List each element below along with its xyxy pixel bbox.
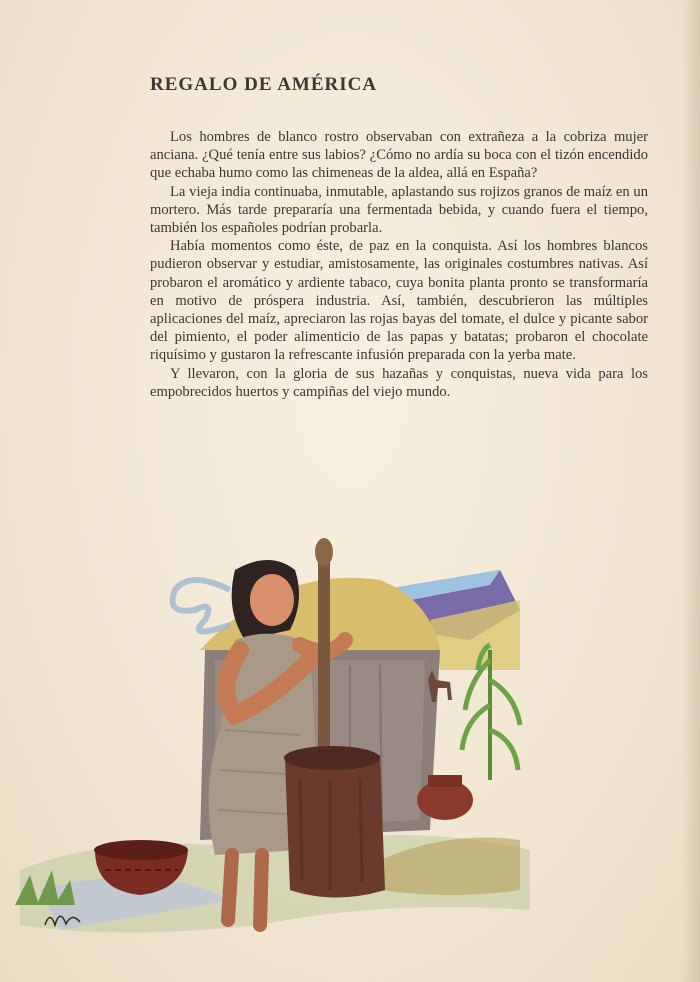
paragraph-4: Y llevaron, con la gloria de sus hazañas y conquistas, nueva vida para los empobrecidos huertos y campiñas del viejo mundo. [150,365,648,400]
paragraph-1: Los hombres de blanco rostro observaban con extrañeza a la cobriza mujer anciana. ¿Qué tenía entre sus labios? ¿Cómo no ardía su boca con el tizón encendido que echaba humo como las chimeneas de la aldea, allá en España? [150,129,648,182]
chapter-title: REGALO DE AMÉRICA [150,74,378,95]
paragraph-2: La vieja india continuaba, inmutable, aplastando sus rojizos granos de maíz en un mortero. Más tarde prepararía una fermentada bebida, y cuando fuera el tiempo, también los españoles podrían probarla. [150,183,648,237]
body-text [150,128,648,401]
illustration-woman-grinding-maize [0,530,560,950]
paragraph-3: Había momentos como éste, de paz en la conquista. Así los hombres blancos pudieron observar y estudiar, amistosamente, las originales costumbres nativas. Así probaron el aromático y ardiente tabaco, cuya bonita planta pronto se transformaría en motivo de próspera industria. Así, también, descubrieron las múltiples aplicaciones del maíz, apreciaron las rojas bayas del tomate, el dulce y picante sabor del pimiento, el poder alimenticio de las papas y batatas; probaron el chocolate riquísimo y gustaron la refrescante infusión preparada con la yerba mate. [150,238,648,364]
